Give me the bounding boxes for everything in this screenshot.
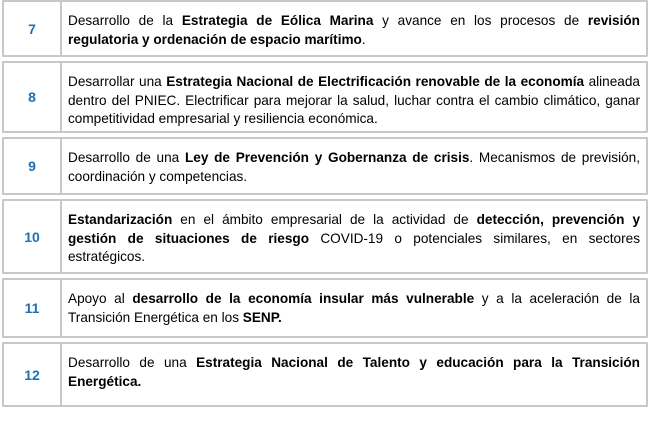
bold-text: detección, prevención y gestión de situaciones de riesgo xyxy=(68,212,641,246)
row-description xyxy=(62,63,646,131)
text-segment: . xyxy=(361,31,366,47)
table-row xyxy=(2,0,648,57)
text-segment: Desarrollo de una xyxy=(68,355,197,370)
row-description xyxy=(62,344,646,405)
row-number: 8 xyxy=(4,63,62,131)
text-segment: COVID-19 o potenciales similares, en sectores estratégicos. xyxy=(68,230,640,264)
table-row xyxy=(2,278,648,338)
bold-text: SENP. xyxy=(242,309,282,325)
text-segment: Desarrollo de la xyxy=(68,13,182,28)
text-segment: en el ámbito empresarial de la actividad de xyxy=(172,212,477,227)
table-row xyxy=(2,137,648,195)
text-segment: Desarrollar una xyxy=(68,74,167,89)
bold-text: revisión regulatoria y ordenación de espacio marítimo xyxy=(68,13,640,47)
text-segment: Desarrollo de una xyxy=(68,150,185,165)
bold-text: Estrategia Nacional de Talento y educación para la Transición Energética. xyxy=(68,355,640,389)
row-description xyxy=(62,201,646,272)
text-segment: y a la aceleración de la Transición Energética en los xyxy=(68,291,640,325)
text-segment: y avance en los procesos de xyxy=(373,13,588,28)
row-number: 9 xyxy=(4,139,62,193)
table-row xyxy=(2,342,648,407)
row-number: 10 xyxy=(4,201,62,272)
row-number: 11 xyxy=(4,280,62,336)
table-row xyxy=(2,61,648,133)
table-row xyxy=(2,199,648,274)
text-segment: Apoyo al xyxy=(68,291,133,306)
row-description xyxy=(62,2,646,55)
bold-text: Estrategia Nacional de Electrificación renovable de la economía xyxy=(166,74,585,89)
row-description xyxy=(62,280,646,336)
row-description xyxy=(62,139,646,193)
text-segment: alineada dentro del PNIEC. Electrificar para mejorar la salud, luchar contra el cambio climático, ganar competitividad empresarial y resiliencia económica. xyxy=(68,74,640,126)
text-segment: . Mecanismos de previsión, coordinación y competencias. xyxy=(68,150,640,184)
bold-text: Estandarización xyxy=(68,212,173,227)
bold-text: Ley de Prevención y Gobernanza de crisis xyxy=(184,150,470,165)
row-number: 12 xyxy=(4,344,62,405)
bold-text: desarrollo de la economía insular más vulnerable xyxy=(132,291,475,306)
measures-table xyxy=(2,0,648,407)
row-number: 7 xyxy=(4,2,62,55)
bold-text: Estrategia de Eólica Marina xyxy=(181,13,374,28)
